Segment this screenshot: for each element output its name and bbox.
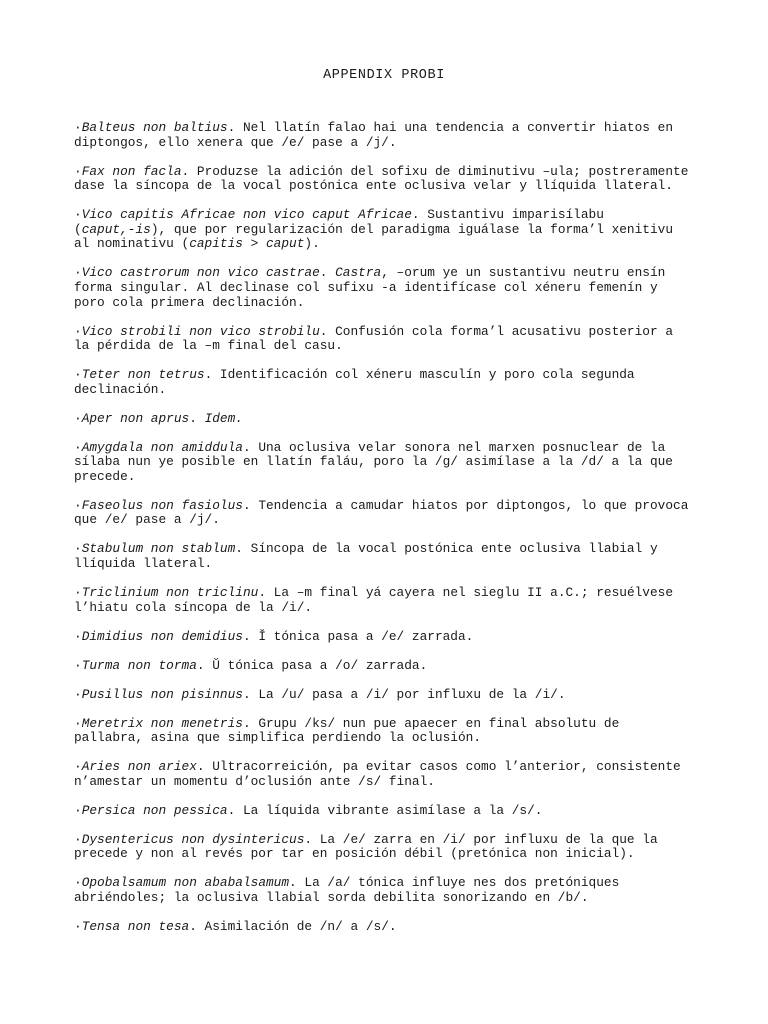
page-title: APPENDIX PROBI: [323, 68, 445, 83]
entry-text: . Confusión cola forma’l acusativu posterior a: [319, 323, 674, 339]
entry-latin-term: Stabulum non stablum: [81, 541, 236, 557]
entry-text: ·: [74, 657, 82, 673]
entry-latin-term: Aper non aprus: [81, 410, 190, 426]
entry-text: ·: [74, 831, 82, 847]
entry-line: [74, 165, 698, 180]
entry-line: [74, 630, 698, 645]
entry-paragraph: [74, 717, 698, 746]
entry-paragraph: [74, 804, 698, 819]
entry-line: [74, 876, 698, 891]
entry-line: [74, 136, 698, 151]
entry-line: [74, 891, 698, 906]
entry-text: l’hiatu cola síncopa de la /i/.: [74, 599, 313, 615]
entry-line: [74, 121, 698, 136]
entry-latin-term: Fax non facla: [81, 163, 182, 179]
entry-text: . Tendencia a camudar hiatos por diptongos, lo que provoca: [242, 497, 689, 513]
entry-text: dase la síncopa de la vocal postónica ente oclusiva velar y llíquida llateral.: [74, 178, 673, 194]
entry-text: ·: [74, 323, 82, 339]
entry-line: [74, 325, 698, 340]
entry-text: ), que por regularización del paradigma iguálase la forma’l xenitivu: [150, 221, 674, 237]
entry-line: [74, 470, 698, 485]
entry-text: . Síncopa de la vocal postónica ente oclusiva llabial y: [235, 541, 658, 557]
entry-paragraph: [74, 499, 698, 528]
entry-paragraph: [74, 542, 698, 571]
entry-latin-term: Meretrix non menetris: [81, 715, 243, 731]
entry-line: [74, 542, 698, 557]
entry-text: diptongos, ello xenera que /e/ pase a /j/.: [74, 134, 397, 150]
entry-paragraph: [74, 586, 698, 615]
entry-text: n’amestar un momentu d’oclusión ante /s/ final.: [74, 773, 435, 789]
entry-line: [74, 760, 698, 775]
entry-latin-term: Dysentericus non dysintericus: [81, 831, 305, 847]
entry-line: [74, 586, 698, 601]
entry-paragraph: [74, 266, 698, 310]
entry-text: ·: [74, 875, 82, 891]
entry-latin-term: Vico castrorum non vico castrae: [81, 265, 320, 281]
entry-paragraph: [74, 208, 698, 252]
entry-line: [74, 455, 698, 470]
entry-line: [74, 847, 698, 862]
entry-line: [74, 237, 698, 252]
entry-text: . La /u/ pasa a /i/ por influxu de la /i/.: [242, 686, 566, 702]
entry-text: forma singular. Al declinase col sufixu -a identifícase col xéneru femenín y: [74, 279, 658, 295]
entry-text: . Identificación col xéneru masculín y poro cola segunda: [204, 367, 635, 383]
entry-text: .: [189, 410, 205, 426]
entry-latin-term: Dimidius non demidius: [81, 628, 243, 644]
entry-text: ·: [74, 497, 82, 513]
entry-text: ·: [74, 207, 82, 223]
entry-line: [74, 223, 698, 238]
entry-latin-term: Aries non ariex: [81, 759, 197, 775]
entry-text: precede.: [74, 468, 136, 484]
entry-text: declinación.: [74, 381, 167, 397]
entry-text: pallabra, asina que simplifica perdiendo la oclusión.: [74, 730, 482, 746]
entry-line: [74, 266, 698, 281]
entry-latin-term: Pusillus non pisinnus: [81, 686, 243, 702]
entry-paragraph: [74, 876, 698, 905]
entry-text: ·: [74, 686, 82, 702]
entry-latin-term: Tensa non tesa: [81, 918, 190, 934]
entry-latin-term: Amygdala non amiddula: [81, 439, 243, 455]
entry-line: [74, 441, 698, 456]
entry-latin-term: Opobalsamum non ababalsamum: [81, 875, 290, 891]
entry-line: [74, 208, 698, 223]
entry-text: poro cola primera declinación.: [74, 294, 305, 310]
entry-text: . La –m final yá cayera nel sieglu II a.C.; resuélvese: [258, 584, 674, 600]
entry-text: . Ĭ tónica pasa a /e/ zarrada.: [242, 628, 474, 644]
entry-text: . Ultracorreición, pa evitar casos como l’anterior, consistente: [196, 759, 681, 775]
entry-text: ·: [74, 802, 82, 818]
entry-text: .: [319, 265, 336, 281]
entry-text: ·: [74, 715, 82, 731]
entry-paragraph: [74, 833, 698, 862]
entry-text: . Una oclusiva velar sonora nel marxen posnuclear de la: [242, 439, 666, 455]
entry-paragraph: [74, 325, 698, 354]
entry-paragraph: [74, 441, 698, 485]
entry-line: [74, 717, 698, 732]
entry-latin-term: caput,-is: [81, 221, 151, 237]
entry-text: la pérdida de la –m final del casu.: [74, 338, 343, 354]
entry-line: [74, 296, 698, 311]
entry-latin-term: capitis > caput: [189, 236, 305, 252]
entry-text: ·: [74, 367, 82, 383]
entry-text: ·: [74, 584, 82, 600]
entry-text: . Sustantivu imparisílabu: [411, 207, 604, 223]
entry-paragraph: [74, 368, 698, 397]
entry-text: llíquida llateral.: [74, 555, 213, 571]
entry-text: . Asimilación de /n/ a /s/.: [189, 918, 397, 934]
entry-line: [74, 557, 698, 572]
entry-line: [74, 412, 698, 427]
entry-line: [74, 601, 698, 616]
entry-text: ).: [304, 236, 320, 252]
entry-text: . Produzse la adición del sofixu de diminutivu –ula; postreramente: [181, 163, 689, 179]
entry-paragraph: [74, 165, 698, 194]
entry-line: [74, 833, 698, 848]
entry-paragraph: [74, 760, 698, 789]
entry-text: ·: [74, 759, 82, 775]
entry-latin-term: Balteus non baltius: [81, 120, 228, 135]
entry-line: [74, 688, 698, 703]
entry-line: [74, 731, 698, 746]
entry-line: [74, 920, 698, 935]
entry-latin-term: Castra: [335, 265, 382, 281]
entry-paragraph: [74, 121, 698, 150]
entry-line: [74, 513, 698, 528]
entry-text: . La /a/ tónica influye nes dos pretóniques: [289, 875, 620, 891]
entry-paragraph: [74, 688, 698, 703]
entry-line: [74, 281, 698, 296]
entry-latin-term: Teter non tetrus: [81, 367, 205, 383]
entry-latin-term: Persica non pessica: [81, 802, 228, 818]
entry-latin-term: Faseolus non fasiolus: [81, 497, 243, 513]
entry-paragraph: [74, 920, 698, 935]
entry-line: [74, 368, 698, 383]
entry-line: [74, 339, 698, 354]
entry-latin-term: Turma non torma: [81, 657, 197, 673]
entry-text: al nominativu (: [74, 236, 190, 252]
entry-text: , –orum ye un sustantivu neutru ensín: [381, 265, 666, 281]
entry-text: ·: [74, 541, 82, 557]
entry-paragraph: [74, 412, 698, 427]
entry-paragraph: [74, 659, 698, 674]
entry-text: ·: [74, 120, 82, 135]
entry-line: [74, 179, 698, 194]
entry-text: sílaba nun ye posible en llatín faláu, poro la /g/ asimílase a la /d/ a la que: [74, 454, 673, 470]
entry-text: . Grupu /ks/ nun pue apaecer en final absolutu de: [242, 715, 620, 731]
entry-list: [74, 121, 698, 949]
entry-text: . Nel llatín falao hai una tendencia a convertir hiatos en: [227, 120, 674, 135]
entry-text: ·: [74, 265, 82, 281]
entry-text: que /e/ pase a /j/.: [74, 512, 220, 528]
entry-line: [74, 499, 698, 514]
entry-line: [74, 804, 698, 819]
entry-line: [74, 775, 698, 790]
entry-text: . La líquida vibrante asimílase a la /s/.: [227, 802, 543, 818]
entry-text: ·: [74, 410, 82, 426]
entry-latin-term: Vico strobili non vico strobilu: [81, 323, 320, 339]
entry-latin-term: Idem.: [204, 410, 243, 426]
entry-latin-term: Triclinium non triclinu: [81, 584, 259, 600]
entry-line: [74, 383, 698, 398]
entry-text: (: [74, 221, 82, 237]
entry-text: ·: [74, 439, 82, 455]
entry-text: . La /e/ zarra en /i/ por influxu de la que la: [304, 831, 658, 847]
entry-paragraph: [74, 630, 698, 645]
entry-text: ·: [74, 918, 82, 934]
entry-text: precede y non al revés por tar en posición débil (pretónica non inicial).: [74, 846, 635, 862]
entry-text: ·: [74, 163, 82, 179]
entry-text: ·: [74, 628, 82, 644]
entry-line: [74, 659, 698, 674]
entry-text: abriéndoles; la oclusiva llabial sorda debilita sonorizando en /b/.: [74, 889, 589, 905]
entry-text: . Ŭ tónica pasa a /o/ zarrada.: [196, 657, 428, 673]
entry-latin-term: Vico capitis Africae non vico caput Africae: [81, 207, 412, 223]
